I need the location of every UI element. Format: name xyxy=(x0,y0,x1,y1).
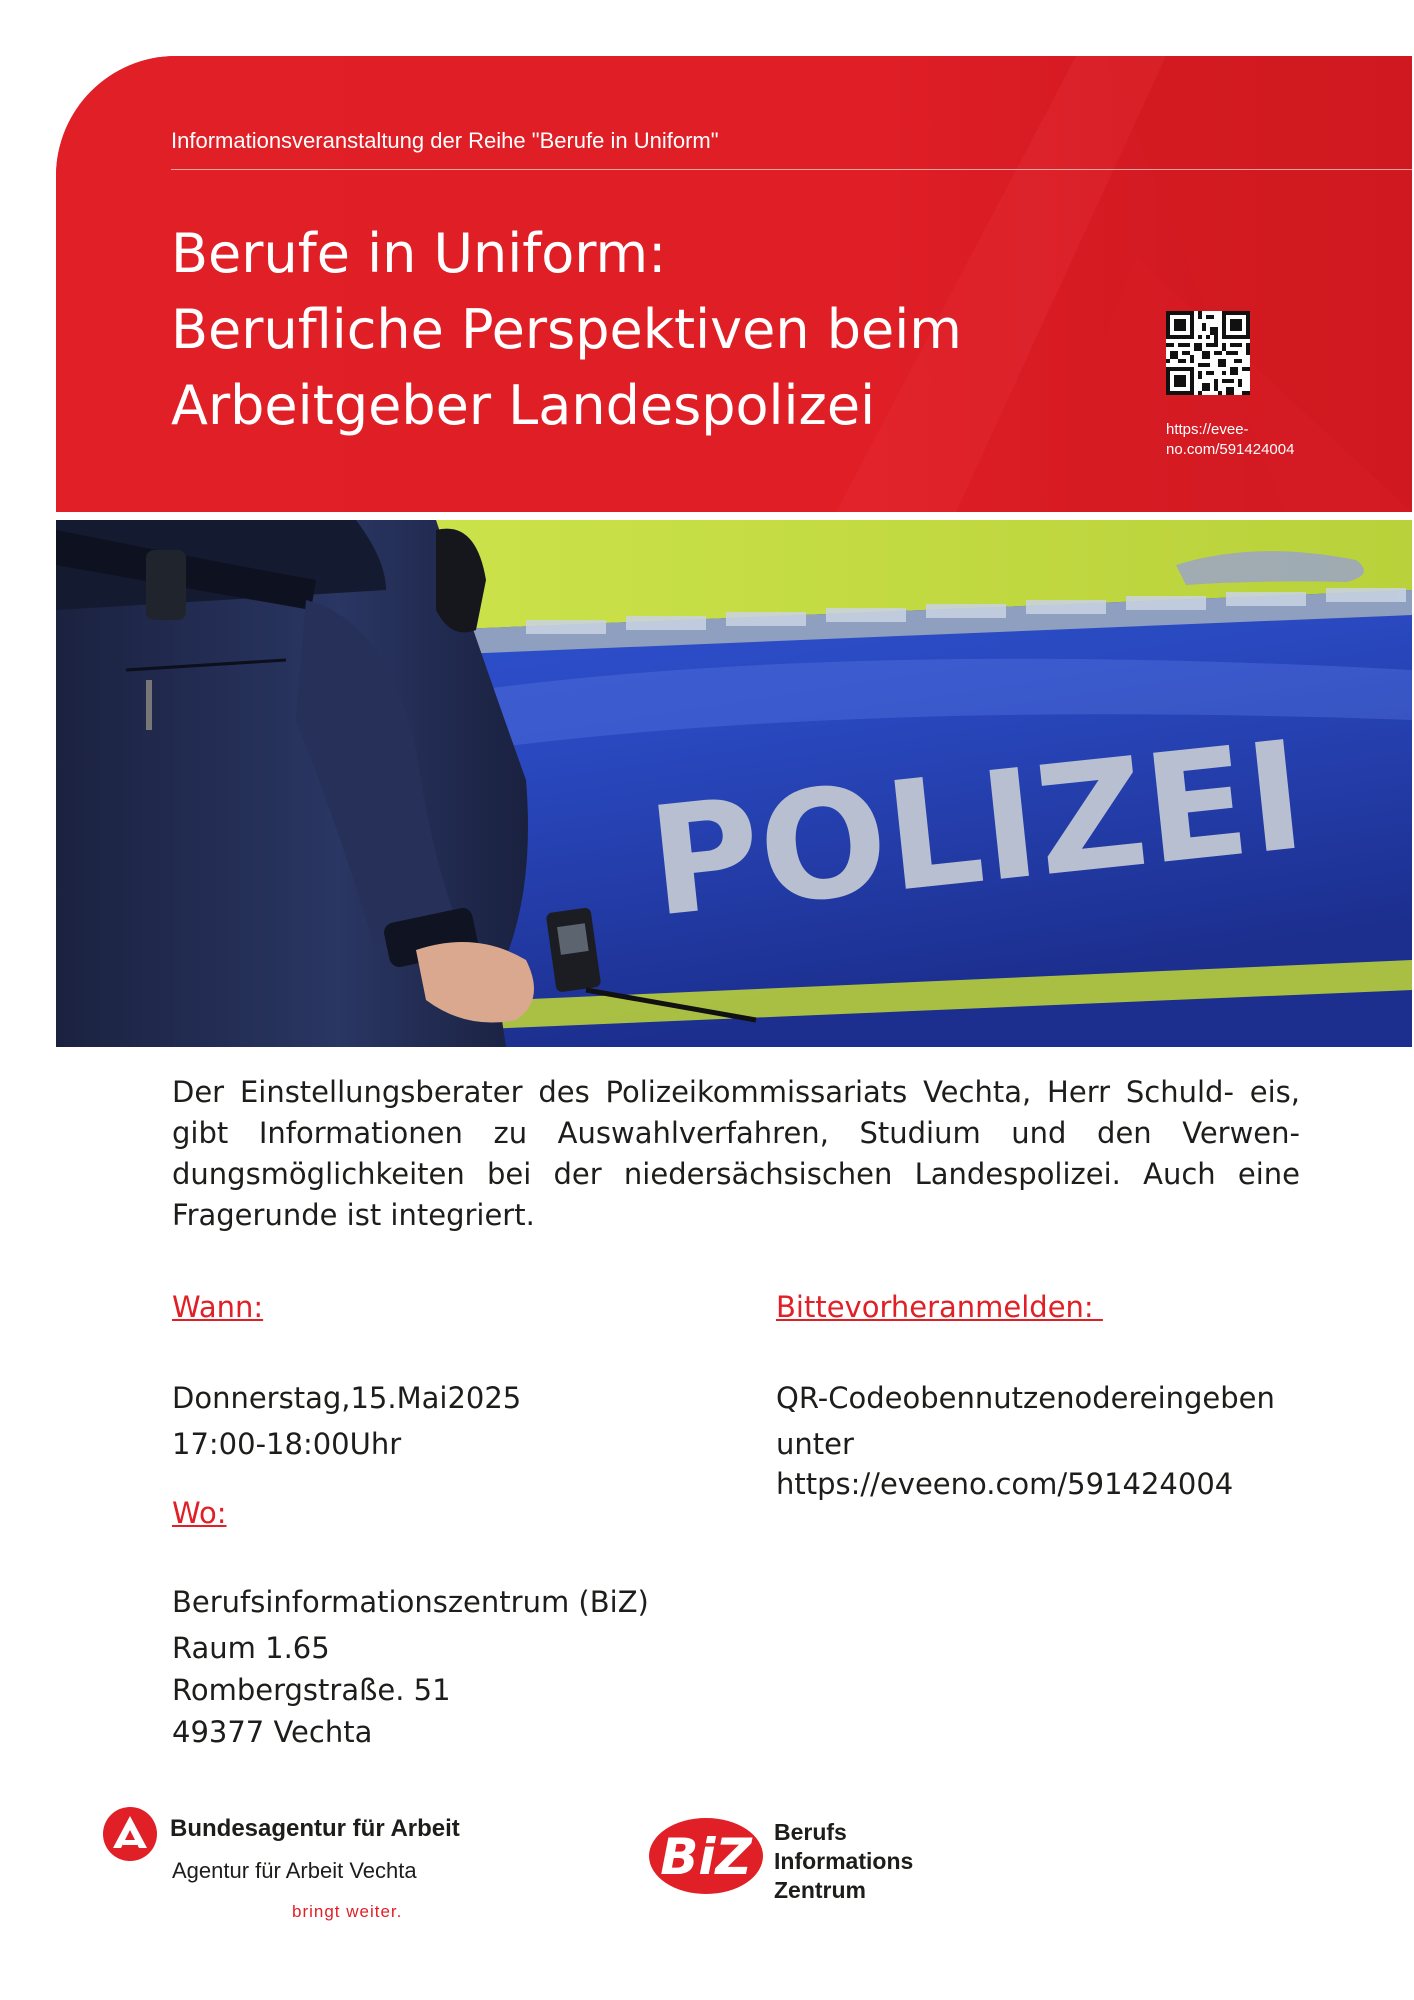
where-line-3: Rombergstraße. 51 xyxy=(172,1673,451,1707)
bundesagentur-logo-icon xyxy=(102,1806,158,1862)
ba-name: Bundesagentur für Arbeit xyxy=(170,1815,460,1842)
qr-url-line-1: https://evee- xyxy=(1166,421,1249,438)
biz-name xyxy=(774,1818,913,1905)
qr-code-icon[interactable] xyxy=(1166,311,1250,395)
header-banner xyxy=(56,56,1412,512)
title-line-3: Arbeitgeber Landespolizei xyxy=(171,374,876,437)
biz-line-1: Berufs xyxy=(774,1819,847,1845)
event-title xyxy=(171,216,1051,444)
police-car-officer-image xyxy=(56,520,1412,1047)
where-line-2: Raum 1.65 xyxy=(172,1631,330,1665)
intro-paragraph: Der Einstellungsberater des Polizeikommissariats Vechta, Herr Schuld- eis, gibt Informationen zu Auswahlverfahren, Studium und den Verwen- dungsmöglichkeiten bei der niedersächsischen Landespolizei. Auch eine Fragerunde ist integriert. xyxy=(172,1075,1300,1232)
header-divider xyxy=(171,169,1412,170)
when-time: 17:00-18:00Uhr xyxy=(172,1427,402,1461)
polizei-lettering: POLIZEI xyxy=(641,709,1313,951)
biz-logo-icon xyxy=(648,1812,766,1896)
when-label: Wann: xyxy=(172,1290,264,1324)
series-subtitle: Informationsveranstaltung der Reihe "Berufe in Uniform" xyxy=(171,128,719,153)
when-date: Donnerstag,15.Mai2025 xyxy=(172,1381,522,1415)
biz-mark: BiZ xyxy=(660,1828,752,1886)
ba-slogan: bringt weiter. xyxy=(292,1902,403,1921)
police-photo xyxy=(56,520,1412,1047)
where-line-1: Berufsinformationszentrum (BiZ) xyxy=(172,1585,649,1619)
register-label: Bittevorheranmelden: xyxy=(776,1290,1103,1324)
register-url[interactable]: https://eveeno.com/591424004 xyxy=(776,1467,1234,1501)
qr-url[interactable] xyxy=(1166,420,1346,460)
qr-url-line-2: no.com/591424004 xyxy=(1166,441,1295,458)
biz-line-3: Zentrum xyxy=(774,1877,866,1903)
where-label: Wo: xyxy=(172,1496,227,1530)
register-line-2: unter xyxy=(776,1427,854,1461)
ba-agency: Agentur für Arbeit Vechta xyxy=(172,1858,417,1883)
biz-line-2: Informations xyxy=(774,1848,914,1874)
register-line-1: QR-Codeobennutzenodereingeben xyxy=(776,1381,1275,1415)
where-line-4: 49377 Vechta xyxy=(172,1715,373,1749)
title-line-2: Berufliche Perspektiven beim xyxy=(171,298,962,361)
title-line-1: Berufe in Uniform: xyxy=(171,222,667,285)
